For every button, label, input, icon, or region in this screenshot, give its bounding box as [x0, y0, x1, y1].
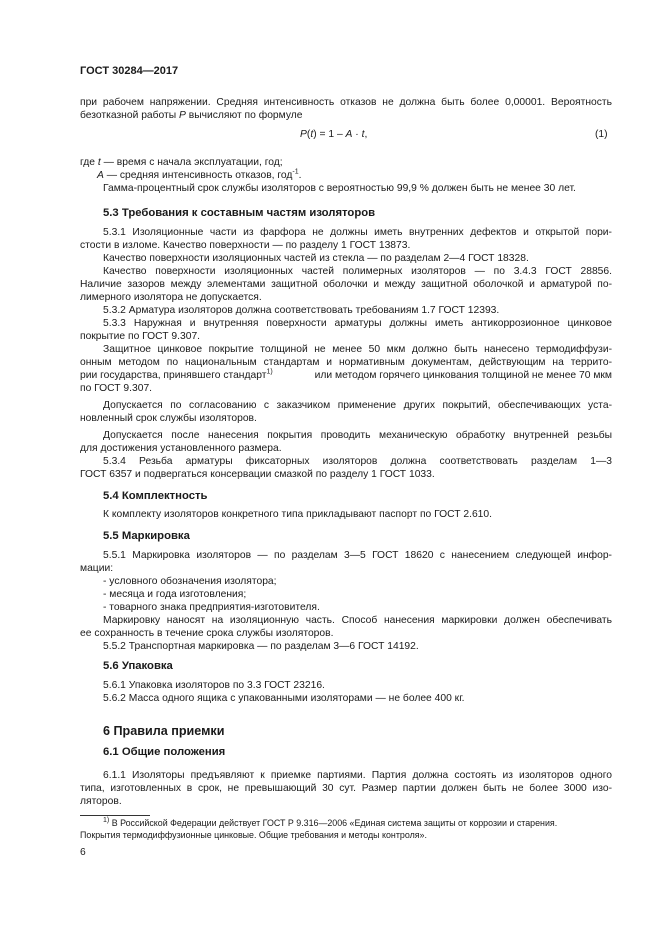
paragraph-line: 5.3.1 Изоляционные части из фарфора не должны иметь внутренних дефектов и открытой пори- [103, 227, 612, 238]
paragraph-line: 6.1.1 Изоляторы предъявляют к приемке партиями. Партия должна состоять из изоляторов одного [103, 770, 612, 781]
paragraph-line: 5.6.1 Упаковка изоляторов по 3.3 ГОСТ 23216. [103, 680, 325, 691]
paragraph-line: онным методом по национальным стандартам и нормативным документам, действующим на террито- [80, 357, 612, 368]
list-item: - месяца и года изготовления; [103, 589, 247, 600]
page-number: 6 [80, 847, 86, 858]
paragraph-line: Качество поверхности изоляционных частей из стекла — по разделам 2—4 ГОСТ 18328. [103, 253, 529, 264]
paragraph-line: по ГОСТ 9.307. [80, 383, 153, 394]
paragraph-line: 5.5.1 Маркировка изоляторов — по разделам 3—5 ГОСТ 18620 с нанесением следующей инфор- [103, 550, 612, 561]
paragraph-line: новленный срок службы изоляторов. [80, 413, 257, 424]
paragraph-line: Допускается по согласованию с заказчиком применение других покрытий, обеспечивающих уста- [103, 400, 612, 411]
paragraph-line: Маркировку наносят на изоляционную часть. Способ нанесения маркировки должен обеспечивать [103, 615, 612, 626]
formula: P(t) = 1 – A · t, [300, 129, 368, 140]
paragraph-line: ляторов. [80, 796, 122, 807]
section-heading: 5.6 Упаковка [103, 660, 173, 672]
section-heading: 5.4 Комплектность [103, 490, 208, 502]
paragraph-line: покрытие по ГОСТ 9.307. [80, 331, 201, 342]
paragraph-line: 5.3.3 Наружная и внутренняя поверхности арматуры должны иметь антикоррозионное цинковое [103, 318, 612, 329]
where-line: A — средняя интенсивность отказов, год$^{-1}$. [97, 168, 302, 181]
paragraph-line: Защитное цинковое покрытие толщиной не менее 50 мкм должно быть нанесено термодиффузи- [103, 344, 612, 355]
paragraph-line: К комплекту изоляторов конкретного типа прикладывают паспорт по ГОСТ 2.610. [103, 509, 492, 520]
paragraph-line: 5.3.4 Резьба арматуры фиксаторных изоляторов должна соответствовать разделам 1—3 [103, 456, 612, 467]
paragraph-line: ее сохранность в течение срока службы изоляторов. [80, 628, 334, 639]
where-line: где t — время с начала эксплуатации, год; [80, 157, 283, 168]
paragraph-line: лимерного изолятора не допускается. [80, 292, 262, 303]
paragraph-line: безотказной работы P вычисляют по формуле [80, 110, 303, 121]
paragraph-line: типа, изготовленных в срок, не превышающий 30 сут. Размер партии должен быть не более 3000 изо- [80, 783, 612, 794]
paragraph-line: для достижения установленного размера. [80, 443, 282, 454]
paragraph-line: Качество поверхности изоляционных частей полимерных изоляторов — по 3.4.3 ГОСТ 28856. [103, 266, 612, 277]
paragraph-line: стости в изломе. Качество поверхности — по разделу 1 ГОСТ 13873. [80, 240, 411, 251]
paragraph-line: ГОСТ 6357 и подвергаться консервации смазкой по разделу 1 ГОСТ 1033. [80, 469, 435, 480]
paragraph-line: 5.5.2 Транспортная маркировка — по разделам 3—6 ГОСТ 14192. [103, 641, 419, 652]
paragraph-line: 5.3.2 Арматура изоляторов должна соответствовать требованиям 1.7 ГОСТ 12393. [103, 305, 500, 316]
chapter-heading: 6 Правила приемки [103, 724, 225, 738]
paragraph-line: Наличие зазоров между элементами защитной оболочки и между защитной оболочкой и арматурой по- [80, 279, 612, 290]
formula-number: (1) [595, 129, 608, 140]
paragraph-line: при рабочем напряжении. Средняя интенсивность отказов не должна быть более 0,00001. Вероятность [80, 97, 612, 108]
document-header: ГОСТ 30284—2017 [80, 65, 179, 77]
footnote-separator [80, 815, 150, 816]
footnote-line: Покрытия термодиффузионные цинковые. Общие требования и методы контроля». [80, 830, 427, 840]
paragraph-line: мации: [80, 563, 114, 574]
paragraph-line: Гамма-процентный срок службы изоляторов с вероятностью 99,9 % должен быть не менее 30 лет. [103, 183, 576, 194]
section-heading: 5.5 Маркировка [103, 530, 190, 542]
paragraph-line: Допускается после нанесения покрытия проводить механическую обработку внутренней резьбы [103, 430, 612, 441]
list-item: - товарного знака предприятия-изготовителя. [103, 602, 320, 613]
paragraph-line: рии государства, принявшего стандарт$^{1)}$ или методом горячего цинкования толщиной не менее 70 мкм [80, 368, 612, 381]
footnote-line: $^{1)}$ В Российской Федерации действует ГОСТ Р 9.316—2006 «Единая система защиты от коррозии и старения. [103, 817, 558, 828]
section-heading: 6.1 Общие положения [103, 746, 226, 758]
paragraph-line: 5.6.2 Масса одного ящика с упакованными изоляторами — не более 400 кг. [103, 693, 465, 704]
section-heading: 5.3 Требования к составным частям изоляторов [103, 207, 376, 219]
list-item: - условного обозначения изолятора; [103, 576, 277, 587]
